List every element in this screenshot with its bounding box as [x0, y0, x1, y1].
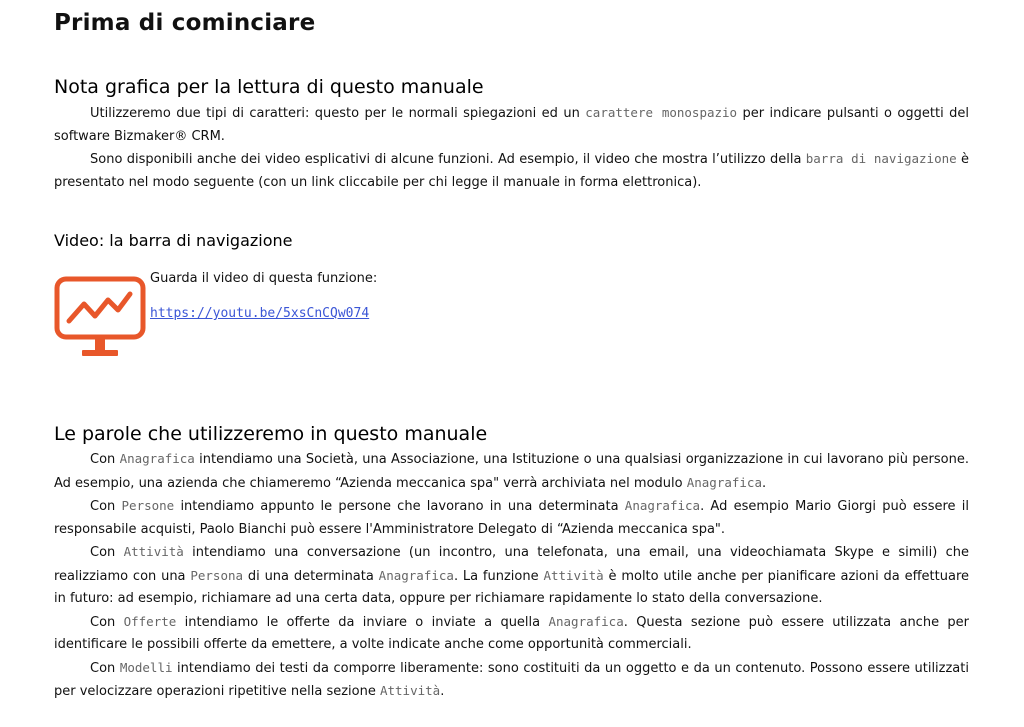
mono-term: Anagrafica	[548, 613, 624, 629]
page-title: Prima di cominciare	[54, 10, 316, 36]
section-heading-video: Video: la barra di navigazione	[54, 231, 293, 250]
mono-term: Anagrafica	[119, 451, 195, 466]
mono-term: Attività	[123, 544, 184, 559]
section-heading-nota-grafica: Nota grafica per la lettura di questo manuale	[54, 76, 484, 98]
paragraph: Utilizzeremo due tipi di caratteri: questo per le normali spiegazioni ed un carattere monospazio per indicare pulsanti o oggetti del software Bizmaker® CRM.	[54, 105, 969, 144]
video-caption: Guarda il video di questa funzione:	[150, 271, 378, 286]
paragraph-offerte: Con Offerte intendiamo le offerte da inviare o inviate a quella Anagrafica. Questa sezione può essere utilizzata anche per identificare le possibili offerte da emettere, a volte indicate anche come opportunità commerciali.	[54, 613, 969, 652]
mono-term: Persone	[121, 498, 175, 513]
mono-term: Attività	[379, 683, 441, 698]
paragraph-anagrafica: Con Anagrafica intendiamo una Società, una Associazione, una Istituzione o una qualsiasi organizzazione in cui lavorano più persone. Ad esempio, una azienda che chiameremo “Azienda meccanica spa" verrà archiviata nel modulo Anagrafica.	[54, 451, 969, 491]
mono-term: carattere monospazio	[585, 105, 738, 120]
section-parole-body	[54, 448, 969, 704]
mono-term: Anagrafica	[624, 498, 701, 513]
mono-term: Anagrafica	[378, 567, 454, 583]
monitor-chart-icon	[54, 276, 146, 360]
video-link[interactable]: https://youtu.be/5xsCnCQw074	[150, 306, 370, 321]
mono-term: Anagrafica	[686, 474, 762, 490]
mono-term: Persona	[190, 567, 244, 583]
mono-term: barra di navigazione	[805, 151, 957, 166]
paragraph: Sono disponibili anche dei video esplicativi di alcune funzioni. Ad esempio, il video che mostra l’utilizzo della barra di navigazione è presentato nel modo seguente (con un link cliccabile per chi legge il manuale in forma elettronica).	[54, 151, 969, 190]
paragraph-persone: Con Persone intendiamo appunto le persone che lavorano in una determinata Anagrafica. Ad esempio Mario Giorgi può essere il responsabile acquisti, Paolo Bianchi può essere l'Amministratore Delegato di “Azienda meccanica spa".	[54, 498, 969, 537]
mono-term: Offerte	[123, 613, 177, 629]
mono-term: Attività	[543, 567, 604, 583]
mono-term: Modelli	[119, 659, 173, 675]
paragraph-modelli: Con Modelli intendiamo dei testi da comporre liberamente: sono costituiti da un oggetto e da un contenuto. Possono essere utilizzati per velocizzare operazioni ripetitive nella sezione Attività.	[54, 659, 969, 699]
section-heading-parole: Le parole che utilizzeremo in questo manuale	[54, 423, 488, 445]
section-nota-grafica-body	[54, 102, 969, 194]
paragraph-attivita: Con Attività intendiamo una conversazione (un incontro, una telefonata, una email, una videochiamata Skype e simili) che realizziamo con una Persona di una determinata Anagrafica. La funzione Attività è molto utile anche per pianificare azioni da effettuare in futuro: ad esempio, richiamare ad una certa data, oppure per richiamare rapidamente lo stato della conversazione.	[54, 544, 970, 606]
